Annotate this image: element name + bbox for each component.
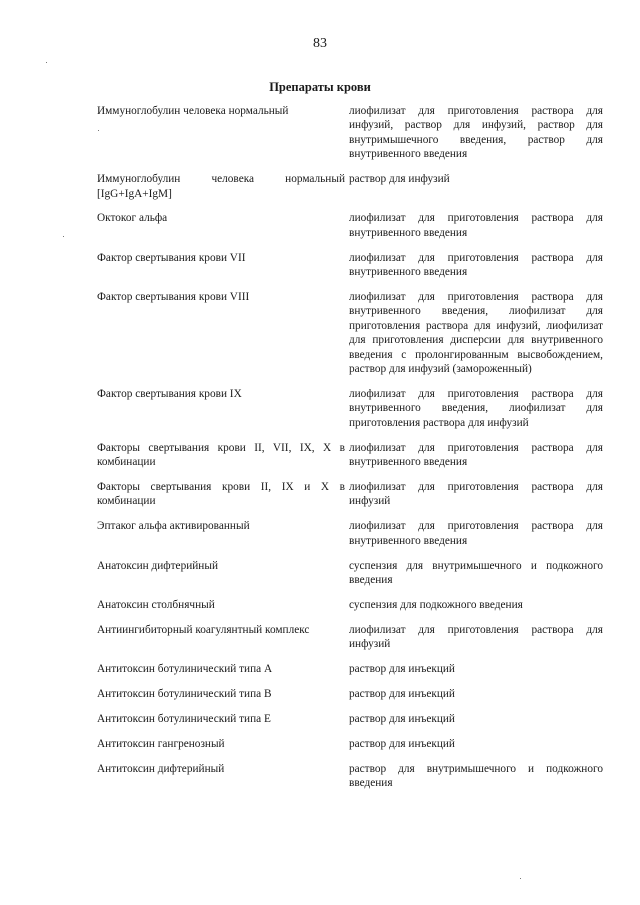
table-row — [97, 387, 603, 430]
drug-name: Фактор свертывания крови IX — [97, 388, 242, 400]
dosage-form: лиофилизат для приготовления раствора для инфузий — [349, 623, 603, 651]
drug-name: Антитоксин гангренозный — [97, 737, 225, 750]
table-row — [97, 623, 603, 652]
table-row — [97, 172, 603, 201]
page-number: 83 — [313, 36, 327, 51]
dosage-form: раствор для инъекций — [349, 713, 455, 725]
table-row — [97, 251, 603, 280]
table-row — [97, 712, 603, 726]
dosage-form: лиофилизат для приготовления раствора для инфузий, раствор для инфузий, раствор для внутримышечного введения, раствор для внутривенного введения — [349, 105, 603, 161]
table-row — [97, 762, 603, 791]
scan-speck — [63, 236, 64, 237]
dosage-form: лиофилизат для приготовления раствора для инфузий — [349, 481, 603, 508]
section-title: Препараты крови — [269, 80, 371, 94]
drug-name: Антитоксин ботулинический типа В — [97, 688, 272, 701]
table-row — [97, 290, 603, 376]
drug-name: Анатоксин дифтерийный — [97, 559, 218, 572]
dosage-form: суспензия для внутримышечного и подкожного введения — [349, 559, 603, 587]
table-row — [97, 211, 603, 240]
drug-name: Антитоксин ботулинический типа Е — [97, 713, 271, 725]
drug-name: Иммуноглобулин человека нормальный — [97, 105, 289, 117]
drug-name: Антиингибиторный коагулянтный комплекс — [97, 623, 310, 636]
table-row — [97, 662, 603, 676]
dosage-form: лиофилизат для приготовления раствора для внутривенного введения — [349, 520, 603, 547]
dosage-form: лиофилизат для приготовления раствора для внутривенного введения — [349, 212, 603, 239]
dosage-form: суспензия для подкожного введения — [349, 598, 523, 611]
drug-name: Фактор свертывания крови VII — [97, 251, 246, 264]
dosage-form: лиофилизат для приготовления раствора для внутривенного введения, лиофилизат для приготовления раствора для инфузий, лиофилизат для приготовления дисперсии для внутривенного введения с пролонгированным высвобождением, раствор для инфузий (замороженный) — [349, 291, 603, 376]
scan-speck — [46, 62, 47, 63]
drug-name: Октоког альфа — [97, 212, 168, 225]
drug-name: Факторы свертывания крови II, IX и X в комбинации — [97, 481, 345, 508]
table-row — [97, 104, 603, 162]
dosage-form: лиофилизат для приготовления раствора для внутривенного введения, лиофилизат для приготовления раствора для инфузий — [349, 388, 603, 429]
table-row — [97, 737, 603, 751]
drug-name: Антитоксин дифтерийный — [97, 762, 225, 775]
dosage-form: раствор для инъекций — [349, 737, 455, 750]
table-row — [97, 687, 603, 701]
table-row — [97, 598, 603, 612]
table-row — [97, 519, 603, 548]
dosage-form: раствор для инъекций — [349, 688, 455, 701]
table-row — [97, 559, 603, 588]
scan-speck — [520, 878, 521, 879]
drug-name: Эптаког альфа активированный — [97, 520, 250, 533]
drug-name: Анатоксин столбнячный — [97, 598, 215, 611]
table-row — [97, 441, 603, 470]
dosage-form: лиофилизат для приготовления раствора для внутривенного введения — [349, 441, 603, 469]
drug-name: Фактор свертывания крови VIII — [97, 291, 250, 304]
drug-name: Факторы свертывания крови II, VII, IX, X в комбинации — [97, 441, 345, 469]
drug-table — [97, 104, 603, 801]
drug-name: Антитоксин ботулинический типа А — [97, 663, 273, 676]
dosage-form: лиофилизат для приготовления раствора для внутривенного введения — [349, 251, 603, 279]
dosage-form: раствор для инфузий — [349, 173, 450, 186]
dosage-form: раствор для внутримышечного и подкожного введения — [349, 762, 603, 790]
table-row — [97, 480, 603, 509]
scan-speck — [98, 130, 99, 131]
dosage-form: раствор для инъекций — [349, 663, 455, 676]
drug-name: Иммуноглобулин человека нормальный [IgG+IgA+IgM] — [97, 173, 345, 200]
